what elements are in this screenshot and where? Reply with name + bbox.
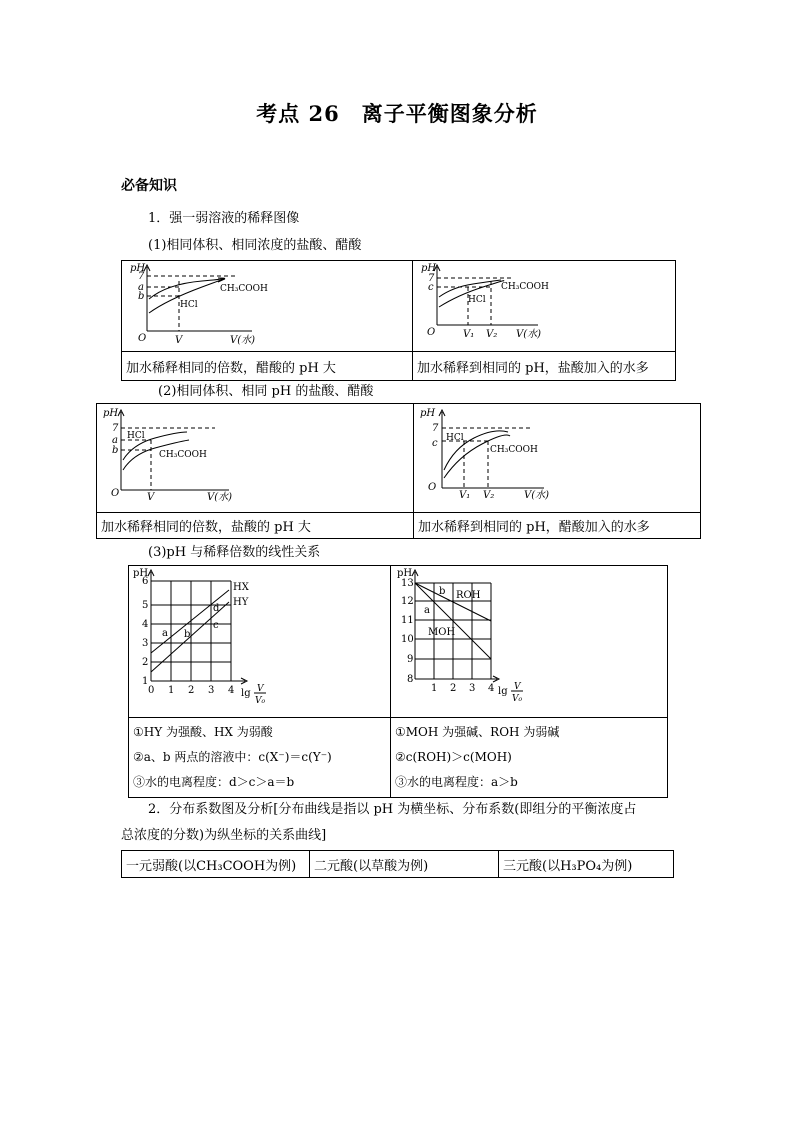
- y-tick-6: 6: [142, 576, 149, 587]
- caption-left: 加水稀释相同的倍数，盐酸的 pH 大: [97, 513, 414, 539]
- y-axis-label: pH: [133, 568, 149, 579]
- x-tick-v: V: [147, 492, 155, 503]
- note-right-1: ①MOH 为强碱、ROH 为弱碱: [395, 725, 560, 739]
- x-tick-4: 4: [488, 683, 495, 694]
- page-title: 考点 26 离子平衡图象分析: [256, 101, 538, 126]
- dilution-graph-same-c-fold: [122, 261, 412, 347]
- triprotic-acid-cell: 三元酸(以H₃PO₄为例): [499, 851, 674, 878]
- point-a: a: [162, 628, 168, 639]
- x-tick-2: 2: [188, 685, 195, 696]
- y-tick-13: 13: [401, 578, 414, 589]
- tick-7: 7: [428, 273, 435, 284]
- tick-b: b: [138, 291, 145, 302]
- note-left-2: ②a、b 两点的溶液中：c(X⁻)＝c(Y⁻): [133, 750, 332, 764]
- graph-cell-left: [122, 261, 413, 352]
- item-2-line-1: 2．分布系数图及分析[分布曲线是指以 pH 为横坐标、分布系数(即组分的平衡浓度占: [148, 802, 637, 817]
- y-tick-5: 5: [142, 600, 149, 611]
- tick-b: b: [112, 445, 119, 456]
- x-axis-label: V(水): [230, 335, 256, 346]
- x-tick-v: V: [175, 335, 183, 346]
- distribution-table: [121, 850, 674, 878]
- x-axis-frac-den: V₀: [512, 694, 523, 704]
- item-1-heading: 1．强一弱溶液的稀释图像: [148, 211, 300, 226]
- tick-a: a: [112, 435, 118, 446]
- monoprotic-acid-cell: 一元弱酸(以CH₃COOH为例): [122, 851, 310, 878]
- item-1-3-heading: (3)pH 与稀释倍数的线性关系: [148, 545, 321, 560]
- x-tick-2: 2: [450, 683, 457, 694]
- item-2-line-2: 总浓度的分数)为纵坐标的关系曲线]: [121, 828, 327, 843]
- x-tick-v1: V₁: [463, 329, 475, 340]
- tick-7: 7: [112, 423, 119, 434]
- section-heading: 必备知识: [121, 178, 177, 194]
- caption-left: 加水稀释相同的倍数，醋酸的 pH 大: [122, 352, 413, 381]
- x-tick-v1: V₁: [459, 490, 471, 501]
- dilution-table-same-concentration: [121, 260, 676, 381]
- diprotic-acid-cell: 二元酸(以草酸为例): [310, 851, 499, 878]
- x-tick-v2: V₂: [486, 329, 498, 340]
- note-left-3: ③水的电离程度：d＞c＞a＝b: [133, 775, 295, 789]
- y-tick-2: 2: [142, 657, 149, 668]
- note-left-1: ①HY 为强酸、HX 为弱酸: [133, 725, 273, 739]
- notes-right: [391, 718, 668, 798]
- origin-label: O: [428, 482, 437, 493]
- ph-lg-base-graph: [391, 566, 667, 713]
- y-axis-label: pH: [421, 263, 437, 274]
- x-axis-frac-den: V₀: [255, 696, 266, 706]
- line-label-hy: HY: [233, 597, 249, 608]
- y-tick-9: 9: [407, 654, 414, 665]
- y-tick-8: 8: [407, 674, 414, 685]
- tick-c: c: [432, 438, 438, 449]
- point-b: b: [439, 586, 446, 597]
- origin-label: O: [427, 327, 436, 338]
- note-right-2: ②c(ROH)＞c(MOH): [395, 750, 512, 764]
- curve-label-top: HCl: [127, 431, 145, 441]
- graph-cell-right: [413, 261, 676, 352]
- line-label-hx: HX: [233, 582, 249, 593]
- line-label-roh: ROH: [456, 590, 481, 601]
- y-tick-10: 10: [401, 634, 414, 645]
- curve-label-bottom: HCl: [180, 300, 198, 310]
- origin-label: O: [138, 333, 147, 344]
- graph-cell-right: [414, 404, 701, 513]
- x-tick-4: 4: [228, 685, 235, 696]
- caption-right: 加水稀释到相同的 pH，盐酸加入的水多: [413, 352, 676, 381]
- x-tick-v2: V₂: [483, 490, 495, 501]
- curve-label-bottom: CH₃COOH: [490, 445, 538, 455]
- x-axis-frac-num: V: [514, 682, 521, 692]
- caption-right: 加水稀释到相同的 pH，醋酸加入的水多: [414, 513, 701, 539]
- curve-label-top: HCl: [446, 433, 464, 443]
- y-axis-label: pH: [130, 263, 146, 274]
- x-axis-label: V(水): [516, 329, 542, 340]
- point-b: b: [184, 629, 191, 640]
- y-tick-12: 12: [401, 596, 414, 607]
- linear-relation-table: [128, 565, 668, 798]
- tick-7: 7: [138, 271, 145, 282]
- notes-left: [129, 718, 391, 798]
- tick-7: 7: [432, 423, 439, 434]
- y-tick-4: 4: [142, 619, 149, 630]
- origin-label: O: [111, 488, 120, 499]
- ph-lg-acid-graph: [129, 566, 390, 713]
- curve-label-top: CH₃COOH: [220, 284, 268, 294]
- y-axis-label: pH: [420, 408, 436, 419]
- line-label-moh: MOH: [428, 627, 456, 638]
- item-1-1-heading: (1)相同体积、相同浓度的盐酸、醋酸: [148, 238, 362, 253]
- tick-c: c: [428, 282, 434, 293]
- x-axis-label: V(水): [524, 490, 550, 501]
- graph-cell-left: [97, 404, 414, 513]
- y-tick-3: 3: [142, 638, 149, 649]
- x-tick-1: 1: [168, 685, 175, 696]
- graph-cell-right: [391, 566, 668, 718]
- x-axis-lg: lg: [498, 686, 508, 697]
- x-axis-frac-num: V: [257, 684, 264, 694]
- y-tick-1: 1: [142, 676, 149, 687]
- point-c: c: [213, 620, 219, 631]
- point-a: a: [424, 605, 430, 616]
- x-tick-3: 3: [208, 685, 215, 696]
- dilution-graph-same-ph-ph: [414, 404, 700, 508]
- point-d: d: [213, 603, 220, 614]
- curve-label-bottom: HCl: [468, 295, 486, 305]
- x-tick-0: 0: [148, 685, 155, 696]
- y-axis-label: pH: [397, 568, 413, 579]
- x-tick-3: 3: [469, 683, 476, 694]
- note-right-3: ③水的电离程度：a＞b: [395, 775, 518, 789]
- dilution-graph-same-c-ph: [413, 261, 675, 347]
- tick-a: a: [138, 282, 144, 293]
- x-axis-lg: lg: [241, 688, 251, 699]
- curve-label-top: CH₃COOH: [501, 282, 549, 292]
- graph-cell-left: [129, 566, 391, 718]
- dilution-graph-same-ph-fold: [97, 404, 413, 508]
- x-axis-label: V(水): [207, 492, 233, 503]
- dilution-table-same-ph: [96, 403, 701, 539]
- y-axis-label: pH: [103, 408, 119, 419]
- curve-label-bottom: CH₃COOH: [159, 450, 207, 460]
- y-tick-11: 11: [401, 615, 414, 626]
- item-1-2-heading: (2)相同体积、相同 pH 的盐酸、醋酸: [158, 384, 374, 399]
- x-tick-1: 1: [431, 683, 438, 694]
